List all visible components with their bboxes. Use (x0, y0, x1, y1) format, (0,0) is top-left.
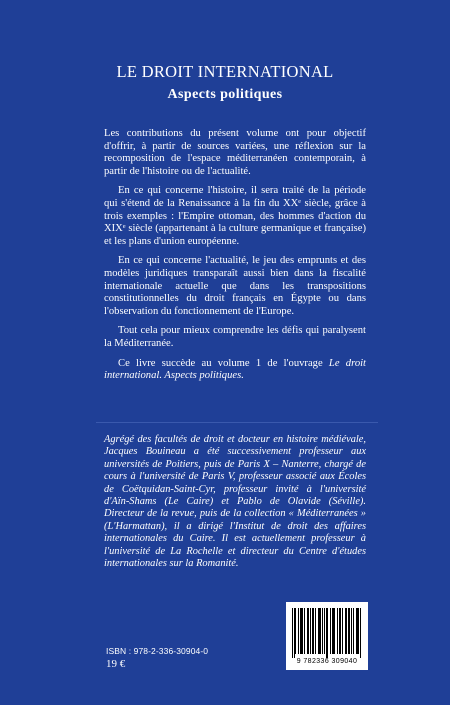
barcode-bar (353, 608, 354, 654)
barcode (286, 602, 368, 670)
blurb-paragraph-5-book-title: Le droit international. Aspects politiques. (104, 357, 366, 382)
blurb-paragraph-4: Tout cela pour mieux comprendre les défis qui paralysent la Méditerranée. (104, 325, 366, 349)
barcode-bar (356, 608, 357, 654)
barcode-bar (348, 608, 349, 654)
price: 19 € (106, 658, 126, 670)
barcode-bar (294, 608, 295, 658)
barcode-bar (310, 608, 311, 654)
barcode-bar (340, 608, 341, 654)
book-subtitle: Aspects politiques (167, 87, 283, 102)
barcode-bar (312, 608, 313, 654)
barcode-bar (318, 608, 319, 654)
barcode-bar (337, 608, 338, 654)
barcode-bar (333, 608, 334, 654)
blurb (104, 128, 366, 390)
barcode-bar (358, 608, 359, 654)
barcode-bar (342, 608, 343, 654)
barcode-bar (298, 608, 299, 654)
barcode-bar (300, 608, 301, 654)
book-title: LE DROIT INTERNATIONAL (116, 62, 334, 81)
barcode-bar (295, 608, 296, 654)
blurb-paragraph-5 (104, 358, 366, 383)
barcode-bar (351, 608, 352, 654)
blurb-paragraph-1: Les contributions du présent volume ont pour objectif d'offrir, à partir de sources variées, une réflexion sur la recomposition de l'espace méditerranéen contemporain, à partir de l'histoire ou de l'actualité. (104, 128, 366, 177)
author-bio: Agrégé des facultés de droit et docteur en histoire médiévale, Jacques Bouineau a été successivement professeur aux universités de Poitiers, puis de Paris X – Nanterre, chargé de cours à l'université de Paris V, professeur associé aux Écoles de Coëtquidan-Saint-Cyr, professeur invité à l'université d'Aïn-Shams (Le Caire) et Pablo de Olavide (Séville). Directeur de la revue, puis de la collection « Méditerranées » (L'Harmattan), il a dirigé l'Institut de droit des affaires internationales du Caire. Il est actuellement professeur à l'université de La Rochelle et directeur du Centre d'études internationales sur la Romanité. (104, 434, 366, 570)
barcode-bar (339, 608, 340, 654)
barcode-bar (322, 608, 323, 654)
barcode-bar (345, 608, 346, 654)
blurb-paragraph-3: En ce qui concerne l'actualité, le jeu des emprunts et des modèles juridiques transparaît aussi bien dans la fiscalité internationale actuelle que dans les transpositions constitutionnelles du droit français en Égypte ou dans l'observation du fonctionnement de l'Europe. (104, 255, 366, 317)
barcode-bar (357, 608, 358, 654)
barcode-bar (330, 608, 331, 654)
isbn: ISBN : 978-2-336-30904-0 (106, 646, 209, 656)
blurb-paragraph-5-text: Ce livre succède au volume 1 de l'ouvrage (118, 357, 329, 369)
barcode-bar (302, 608, 303, 654)
barcode-bar (324, 608, 325, 654)
barcode-bar (319, 608, 320, 654)
barcode-bar (313, 608, 314, 654)
barcode-bars (292, 608, 362, 658)
barcode-bar (360, 608, 361, 658)
barcode-bar (346, 608, 347, 654)
barcode-bar (315, 608, 316, 654)
barcode-bar (304, 608, 305, 654)
divider (96, 422, 378, 423)
barcode-bar (320, 608, 321, 654)
barcode-bar (334, 608, 335, 654)
barcode-bar (332, 608, 333, 654)
barcode-bar (307, 608, 308, 654)
barcode-number: 9 782336 309040 (296, 658, 358, 665)
barcode-bar (349, 608, 350, 654)
barcode-bar (326, 608, 327, 658)
blurb-paragraph-2: En ce qui concerne l'histoire, il sera traité de la période qui s'étend de la Renaissance à la fin du XXᵉ siècle, grâce à trois exemples : l'Empire ottoman, des hommes d'action du XIXᵉ siècle (appartenant à la culture germanique et française) et les plans d'union européenne. (104, 185, 366, 247)
barcode-bar (327, 608, 328, 658)
barcode-bar (292, 608, 293, 658)
barcode-bar (301, 608, 302, 654)
barcode-bar (308, 608, 309, 654)
